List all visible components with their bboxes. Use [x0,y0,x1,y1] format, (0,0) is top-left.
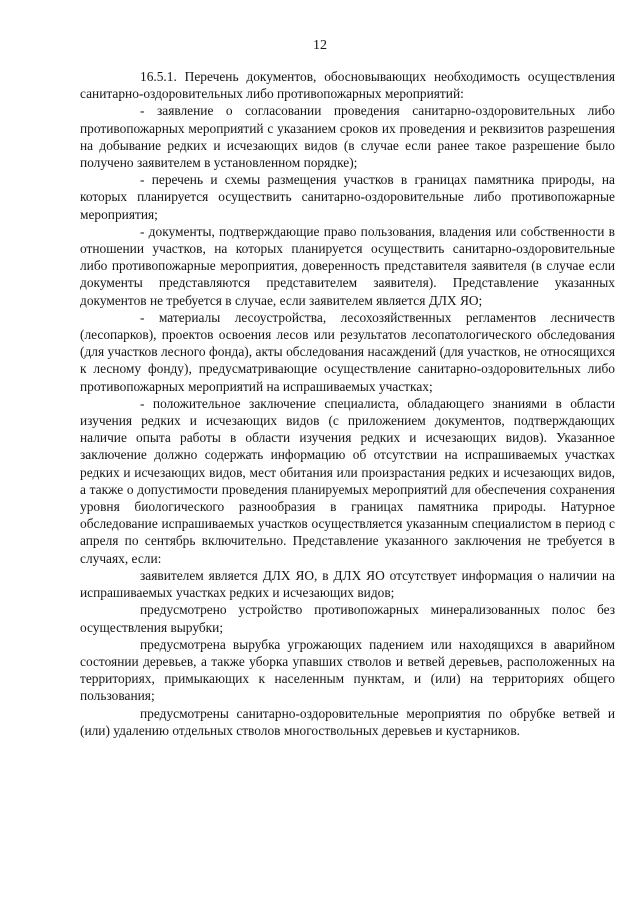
exception-firebreaks: предусмотрено устройство противопожарных минерализованных полос без осуществления вырубки; [80,602,615,635]
list-item-application: - заявление о согласовании проведения санитарно-оздоровительных либо противопожарных мероприятий с указанием сроков их проведения и реквизитов разрешения на добывание редких и исчезающих видов (в случае если ранее такое разрешение было получено заявителем в установленном порядке); [80,103,615,171]
list-item-site-schemes: - перечень и схемы размещения участков в границах памятника природы, на которых планируется осуществить санитарно-оздоровительные либо противопожарные мероприятия; [80,172,615,222]
list-item-ownership-documents: - документы, подтверждающие право пользования, владения или собственности в отношении участков, на которых планируется осуществить санитарно-оздоровительные либо противопожарные мероприятия, доверенность представителя заявителя (в случае если документы представляются представителем заявителя). Представление указанных документов не требуется в случае, если заявителем является ДЛХ ЯО; [80,223,615,308]
list-item-specialist-conclusion: - положительное заключение специалиста, обладающего знаниями в области изучения редких и исчезающих видов (с приложением документов, подтверждающих наличие опыта работы в области изучения редких и исчезающих видов). Указанное заключение должно содержать информацию об отсутствии на испрашиваемых участках редких и исчезающих видов, мест обитания или произрастания редких и исчезающих видов, а также о допустимости проведения планируемых мероприятий для обеспечения сохранения уровня биологического разнообразия в границах памятника природы. Натурное обследование испрашиваемых участков осуществляется указанным специалистом в период с апреля по сентябрь включительно. Представление указанного заключения не требуется в случаях, если: [80,395,615,566]
section-heading-paragraph: 16.5.1. Перечень документов, обосновывающих необходимость осуществления санитарно-оздоровительных либо противопожарных мероприятий: [80,69,615,102]
exception-sanitary-pruning: предусмотрены санитарно-оздоровительные мероприятия по обрубке ветвей и (или) удалению отдельных стволов многоствольных деревьев и кустарников. [80,705,615,738]
document-body [80,68,615,739]
exception-hazard-trees: предусмотрена вырубка угрожающих падением или находящихся в аварийном состоянии деревьев, а также уборка упавших стволов и ветвей деревьев, расположенных на территориях, примыкающих к населенным пунктам, и (или) на территориях общего пользования; [80,636,615,704]
exception-dlh-applicant: заявителем является ДЛХ ЯО, в ДЛХ ЯО отсутствует информация о наличии на испрашиваемых участках редких и исчезающих видов; [80,567,615,601]
page-number: 12 [313,38,327,53]
list-item-forestry-materials: - материалы лесоустройства, лесохозяйственных регламентов лесничеств (лесопарков), проектов освоения лесов или результатов лесопатологического обследования (для участков лесного фонда), акты обследования насаждений (для участков, не относящихся к лесному фонду), предусматривающие осуществление санитарно-оздоровительных либо противопожарных мероприятий на испрашиваемых участках; [80,309,615,394]
